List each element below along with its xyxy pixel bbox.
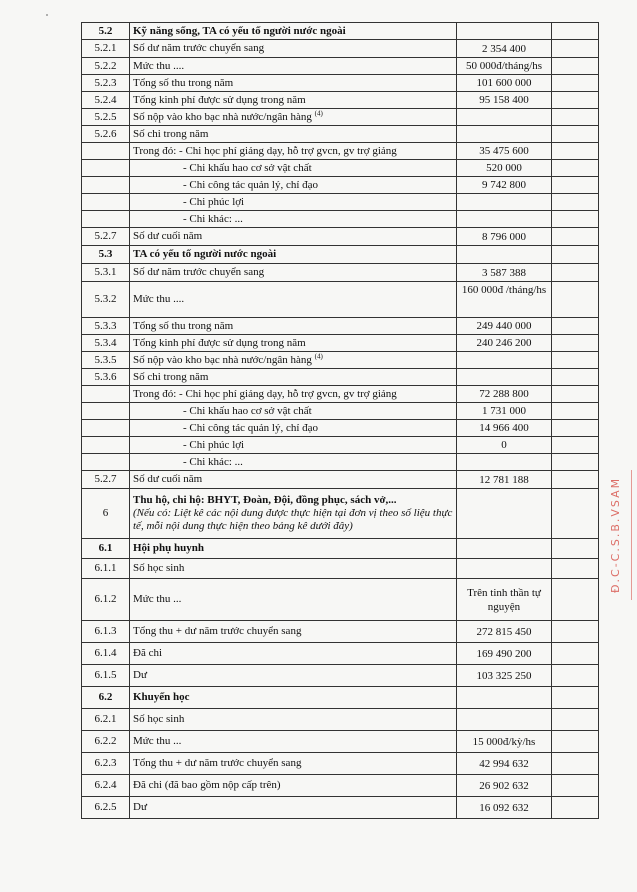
row-content (130, 75, 457, 92)
row-code (82, 403, 130, 420)
row-extra (552, 420, 599, 437)
row-content (130, 194, 457, 211)
finance-report-table (81, 22, 599, 819)
row-value: 95 158 400 (457, 92, 552, 109)
row-value (457, 109, 552, 126)
row-extra (552, 177, 599, 194)
row-extra (552, 246, 599, 264)
row-extra (552, 228, 599, 246)
row-label: Số chi trong năm (133, 127, 209, 140)
row-value (457, 539, 552, 559)
row-value: 249 440 000 (457, 318, 552, 335)
row-label: Dư (133, 669, 147, 681)
row-content (130, 228, 457, 246)
row-label: TA có yếu tố người nước ngoài (133, 248, 277, 260)
row-extra (552, 559, 599, 579)
section-title: Thu hộ, chi hộ: BHYT, Đoàn, Đội, đồng phục, sách vở,... (133, 494, 397, 506)
row-value: 12 781 188 (457, 471, 552, 489)
row-value (457, 352, 552, 369)
row-code: 5.3.5 (82, 352, 130, 369)
table-row (82, 177, 599, 194)
row-label: Đã chi (đã bao gồm nộp cấp trên) (133, 779, 281, 791)
table-row (82, 228, 599, 246)
row-label: Tổng thu + dư năm trước chuyển sang (133, 625, 302, 637)
row-code: 5.2.1 (82, 40, 130, 58)
table-row (82, 211, 599, 228)
row-content (130, 797, 457, 819)
table-row (82, 579, 599, 621)
table-row (82, 454, 599, 471)
table-row (82, 40, 599, 58)
row-content (130, 437, 457, 454)
row-extra (552, 160, 599, 177)
row-label: Trong đó: - Chi học phí giảng dạy, hỗ trợ gvcn, gv trợ giảng (133, 387, 397, 400)
row-label: - Chi khác: ... (183, 212, 243, 225)
row-value (457, 687, 552, 709)
row-extra (552, 454, 599, 471)
row-label: Số học sinh (133, 713, 185, 725)
row-content (130, 539, 457, 559)
row-content (130, 23, 457, 40)
row-label: Tổng kinh phí được sử dụng trong năm (133, 93, 306, 106)
row-value (457, 489, 552, 539)
row-extra (552, 143, 599, 160)
row-extra (552, 109, 599, 126)
row-content (130, 471, 457, 489)
row-value: 8 796 000 (457, 228, 552, 246)
row-value: Trên tinh thần tự nguyện (457, 579, 552, 621)
row-label: - Chi khấu hao cơ sở vật chất (183, 161, 312, 174)
row-content (130, 775, 457, 797)
table-row (82, 539, 599, 559)
table-row (82, 489, 599, 539)
row-code: 6.1.2 (82, 579, 130, 621)
row-code (82, 437, 130, 454)
row-content (130, 369, 457, 386)
row-content (130, 665, 457, 687)
page-speck (46, 14, 48, 16)
row-value: 520 000 (457, 160, 552, 177)
row-content (130, 58, 457, 75)
row-value: 272 815 450 (457, 621, 552, 643)
row-code: 5.3.2 (82, 282, 130, 318)
row-code: 6.1.3 (82, 621, 130, 643)
table-row (82, 143, 599, 160)
row-code: 6.2.5 (82, 797, 130, 819)
row-code: 6.1.1 (82, 559, 130, 579)
row-code: 5.3 (82, 246, 130, 264)
row-extra (552, 437, 599, 454)
row-extra (552, 797, 599, 819)
row-content (130, 246, 457, 264)
row-code: 6.1.5 (82, 665, 130, 687)
row-label: Số nộp vào kho bạc nhà nước/ngân hàng (133, 110, 312, 123)
row-value: 72 288 800 (457, 386, 552, 403)
row-code: 5.3.3 (82, 318, 130, 335)
row-code: 5.2.5 (82, 109, 130, 126)
row-label: Mức thu ... (133, 593, 182, 605)
row-value: 3 587 388 (457, 264, 552, 282)
row-value (457, 454, 552, 471)
row-value: 160 000đ /tháng/hs (457, 282, 552, 318)
row-content (130, 420, 457, 437)
row-code: 6.2.3 (82, 753, 130, 775)
row-value: 16 092 632 (457, 797, 552, 819)
table-row (82, 797, 599, 819)
row-value: 0 (457, 437, 552, 454)
table-row (82, 403, 599, 420)
row-code: 5.2.7 (82, 471, 130, 489)
row-extra (552, 687, 599, 709)
row-code: 6.2.4 (82, 775, 130, 797)
row-content (130, 92, 457, 109)
row-code: 5.2.7 (82, 228, 130, 246)
row-content (130, 731, 457, 753)
table-row (82, 160, 599, 177)
red-stamp: Đ.C-C.S.B.VSAM (609, 470, 632, 600)
table-row (82, 753, 599, 775)
table-row (82, 471, 599, 489)
row-content (130, 386, 457, 403)
row-code: 5.3.1 (82, 264, 130, 282)
row-value (457, 126, 552, 143)
row-value (457, 709, 552, 731)
row-code: 5.2.4 (82, 92, 130, 109)
row-extra (552, 643, 599, 665)
row-extra (552, 40, 599, 58)
footnote-ref: (4) (314, 351, 323, 360)
row-extra (552, 665, 599, 687)
table-row (82, 709, 599, 731)
row-extra (552, 369, 599, 386)
row-label: Dư (133, 801, 147, 813)
table-row (82, 92, 599, 109)
row-content (130, 709, 457, 731)
row-label: Số dư năm trước chuyển sang (133, 42, 265, 54)
row-code: 5.2 (82, 23, 130, 40)
row-value: 15 000đ/kỳ/hs (457, 731, 552, 753)
row-value: 26 902 632 (457, 775, 552, 797)
row-label: - Chi công tác quản lý, chỉ đạo (183, 178, 319, 191)
table-row (82, 559, 599, 579)
row-label: Tổng kinh phí được sử dụng trong năm (133, 336, 306, 349)
row-extra (552, 352, 599, 369)
row-label: - Chi khác: ... (183, 455, 243, 468)
table-row (82, 687, 599, 709)
row-content (130, 559, 457, 579)
row-value: 169 490 200 (457, 643, 552, 665)
row-value: 240 246 200 (457, 335, 552, 352)
table-row (82, 75, 599, 92)
row-value: 101 600 000 (457, 75, 552, 92)
row-label: Mức thu .... (133, 293, 185, 305)
row-value: 14 966 400 (457, 420, 552, 437)
row-label: Trong đó: - Chi học phí giảng dạy, hỗ trợ gvcn, gv trợ giảng (133, 144, 397, 157)
row-code (82, 177, 130, 194)
row-extra (552, 731, 599, 753)
row-value (457, 559, 552, 579)
table-row (82, 386, 599, 403)
row-label: Số học sinh (133, 562, 185, 574)
row-code (82, 454, 130, 471)
row-extra (552, 264, 599, 282)
row-value (457, 369, 552, 386)
row-value (457, 23, 552, 40)
table-row (82, 437, 599, 454)
row-extra (552, 58, 599, 75)
row-extra (552, 194, 599, 211)
row-extra (552, 211, 599, 228)
row-extra (552, 539, 599, 559)
table-row (82, 126, 599, 143)
footnote-ref: (4) (314, 108, 323, 117)
row-value: 42 994 632 (457, 753, 552, 775)
row-value: 103 325 250 (457, 665, 552, 687)
row-value: 1 731 000 (457, 403, 552, 420)
row-label: Kỹ năng sống, TA có yếu tố người nước ngoài (133, 24, 346, 37)
row-label: Tổng số thu trong năm (133, 319, 234, 332)
row-label: Số nộp vào kho bạc nhà nước/ngân hàng (133, 353, 312, 366)
row-code: 6.2.1 (82, 709, 130, 731)
row-code: 5.2.2 (82, 58, 130, 75)
row-extra (552, 23, 599, 40)
row-code (82, 194, 130, 211)
row-code (82, 386, 130, 403)
row-label: - Chi công tác quản lý, chỉ đạo (183, 421, 319, 434)
table-row (82, 775, 599, 797)
row-extra (552, 282, 599, 318)
table-row (82, 369, 599, 386)
table-body (82, 23, 599, 819)
row-label: Số dư cuối năm (133, 473, 203, 485)
row-code: 5.2.3 (82, 75, 130, 92)
row-label: Số chi trong năm (133, 370, 209, 383)
row-extra (552, 579, 599, 621)
row-extra (552, 489, 599, 539)
row-extra (552, 403, 599, 420)
row-content (130, 126, 457, 143)
row-content (130, 489, 457, 539)
row-code (82, 160, 130, 177)
row-code: 6.1.4 (82, 643, 130, 665)
row-value (457, 246, 552, 264)
row-label: Tổng thu + dư năm trước chuyển sang (133, 757, 302, 769)
row-content (130, 352, 457, 369)
row-extra (552, 709, 599, 731)
table-row (82, 335, 599, 352)
table-row (82, 264, 599, 282)
row-label: - Chi khấu hao cơ sở vật chất (183, 404, 312, 417)
table-row (82, 643, 599, 665)
row-extra (552, 471, 599, 489)
row-code: 5.3.6 (82, 369, 130, 386)
row-content (130, 335, 457, 352)
row-extra (552, 621, 599, 643)
row-value (457, 211, 552, 228)
row-extra (552, 92, 599, 109)
row-content (130, 211, 457, 228)
row-label: - Chi phúc lợi (183, 195, 245, 208)
row-content (130, 40, 457, 58)
row-content (130, 282, 457, 318)
row-value: 50 000đ/tháng/hs (457, 58, 552, 75)
row-content (130, 454, 457, 471)
table-row (82, 194, 599, 211)
row-value: 9 742 800 (457, 177, 552, 194)
row-extra (552, 75, 599, 92)
section-note: (Nếu có: Liệt kê các nội dung được thực hiện tại đơn vị theo số liệu thực tế, mỗi nội dung thực hiện theo bảng kê dưới đây) (133, 507, 453, 532)
row-code (82, 420, 130, 437)
table-row (82, 352, 599, 369)
row-label: Số dư năm trước chuyển sang (133, 266, 265, 278)
table-row (82, 109, 599, 126)
row-extra (552, 753, 599, 775)
row-label: Tổng số thu trong năm (133, 76, 234, 89)
row-value: 2 354 400 (457, 40, 552, 58)
table-row (82, 318, 599, 335)
row-label: Đã chi (133, 647, 163, 659)
row-label: Hội phụ huynh (133, 542, 204, 554)
row-content (130, 143, 457, 160)
row-content (130, 687, 457, 709)
row-content (130, 621, 457, 643)
row-content (130, 643, 457, 665)
row-extra (552, 775, 599, 797)
row-content (130, 753, 457, 775)
row-content (130, 264, 457, 282)
table-row (82, 23, 599, 40)
row-content (130, 177, 457, 194)
row-label: Khuyến học (133, 691, 190, 703)
row-content (130, 579, 457, 621)
row-label: Mức thu .... (133, 59, 185, 72)
table-row (82, 731, 599, 753)
table-row (82, 58, 599, 75)
table-row (82, 621, 599, 643)
row-code: 5.3.4 (82, 335, 130, 352)
row-code (82, 143, 130, 160)
row-label: Số dư cuối năm (133, 230, 203, 242)
row-code: 6.1 (82, 539, 130, 559)
row-code: 6.2 (82, 687, 130, 709)
table-row (82, 420, 599, 437)
row-extra (552, 126, 599, 143)
row-code: 5.2.6 (82, 126, 130, 143)
row-label: - Chi phúc lợi (183, 438, 245, 451)
row-code: 6 (82, 489, 130, 539)
table-row (82, 246, 599, 264)
row-code (82, 211, 130, 228)
row-extra (552, 335, 599, 352)
row-content (130, 318, 457, 335)
row-content (130, 403, 457, 420)
table-row (82, 282, 599, 318)
row-value (457, 194, 552, 211)
row-extra (552, 318, 599, 335)
row-content (130, 160, 457, 177)
row-extra (552, 386, 599, 403)
row-content (130, 109, 457, 126)
row-code: 6.2.2 (82, 731, 130, 753)
table-row (82, 665, 599, 687)
row-value: 35 475 600 (457, 143, 552, 160)
row-label: Mức thu ... (133, 735, 182, 747)
